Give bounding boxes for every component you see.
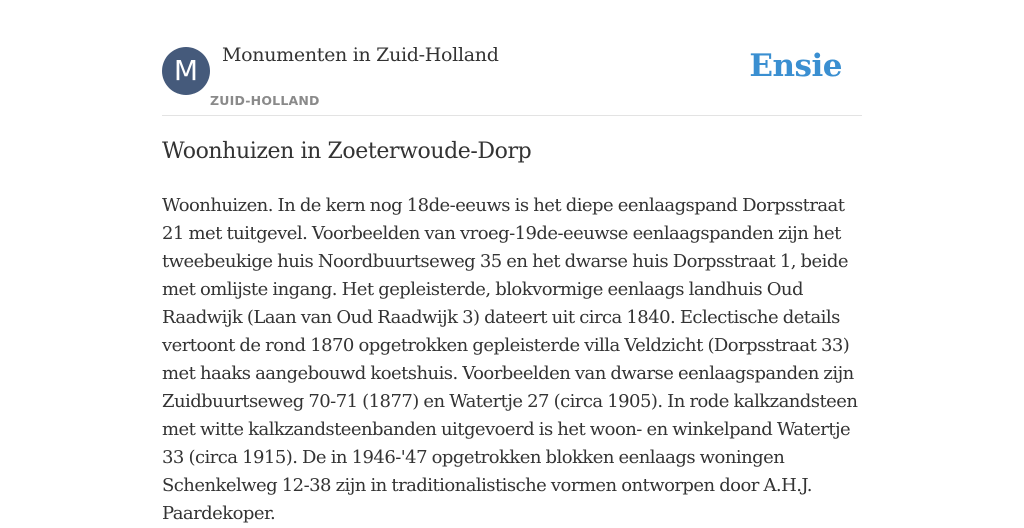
- avatar[interactable]: M: [162, 47, 210, 95]
- article-title: Woonhuizen in Zoeterwoude-Dorp: [162, 139, 532, 164]
- source-title-link[interactable]: Monumenten in Zuid-Holland: [222, 44, 499, 66]
- brand-logo[interactable]: Ensie: [749, 48, 842, 84]
- header: [162, 0, 862, 116]
- source-subtitle-link[interactable]: ZUID-HOLLAND: [210, 93, 320, 108]
- article-body: Woonhuizen. In de kern nog 18de-eeuws is het diepe eenlaagspand Dorpsstraat 21 met tuitgevel. Voorbeelden van vroeg-19de-eeuwse eenlaagspanden zijn het tweebeukige huis Noordbuurtseweg 35 en het dwarse huis Dorpsstraat 1, beide met omlijste ingang. Het gepleisterde, blokvormige eenlaags landhuis Oud Raadwijk (Laan van Oud Raadwijk 3) dateert uit circa 1840. Eclectische details vertoont de rond 1870 opgetrokken gepleisterde villa Veldzicht (Dorpsstraat 33) met haaks aangebouwd koetshuis. Voorbeelden van dwarse eenlaagspanden zijn Zuidbuurtseweg 70-71 (1877) en Watertje 27 (circa 1905). In rode kalkzandsteen met witte kalkzandsteenbanden uitgevoerd is het woon- en winkelpand Watertje 33 (circa 1915). De in 1946-'47 opgetrokken blokken eenlaags woningen Schenkelweg 12-38 zijn in traditionalistische vormen ontworpen door A.H.J. Paardekoper.: [162, 195, 858, 524]
